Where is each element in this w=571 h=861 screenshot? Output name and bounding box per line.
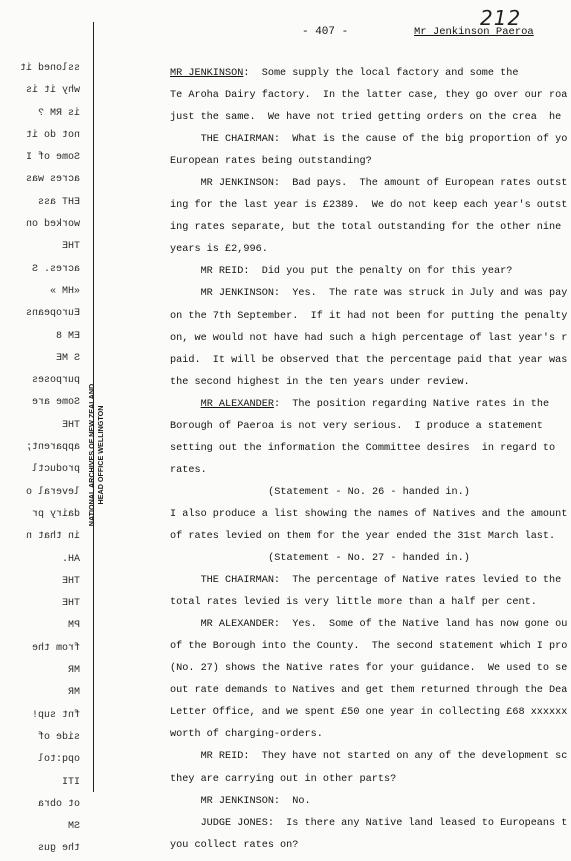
bleed-line: why it is [25, 85, 80, 97]
transcript-line: THE CHAIRMAN: What is the cause of the big proportion of yo [170, 134, 568, 146]
transcript-line: paid. It will be observed that the percentage paid that year was [170, 354, 568, 366]
transcript-line: ing rates separate, but the total outstanding for the other nine [170, 222, 562, 234]
bleed-line: leveral o [25, 486, 80, 498]
bleed-line: fnt sup! [31, 709, 80, 721]
bleed-line: ssloned it [19, 63, 80, 74]
bleed-line: MR [67, 687, 80, 699]
page-number: - 407 - [302, 26, 349, 38]
bleed-line: in that n [25, 531, 80, 543]
transcript-body [170, 63, 568, 857]
transcript-line: European rates being outstanding? [170, 156, 372, 168]
bleed-line: THE [61, 575, 80, 587]
bleed-line: THE [61, 419, 80, 431]
transcript-line: MR JENKINSON: No. [170, 795, 311, 807]
transcript-line: the second highest in the ten years under review. [170, 376, 470, 388]
transcript-line: Te Aroha Dairy factory. In the latter case, they go over our roa [170, 90, 568, 102]
transcript-line: of the Borough into the County. The second statement which I pro [170, 641, 568, 653]
bleed-line: Some are [31, 397, 80, 409]
stamp-line-2: HEAD OFFICE WELLINGTON [96, 405, 105, 505]
transcript-line: ing for the last year is £2389. We do not keep each year's outst [170, 200, 568, 212]
transcript-line: rates. [170, 464, 207, 476]
speaker-name: MR JENKINSON [170, 68, 244, 79]
bleed-line: THE [61, 241, 80, 253]
transcript-line: MR JENKINSON: Bad pays. The amount of European rates outst [170, 178, 568, 190]
bleed-line: opq:tol [37, 754, 80, 766]
bleed-line: apparent; [25, 442, 80, 454]
transcript-line: Borough of Paeroa is not very serious. I produce a statement [170, 420, 543, 432]
bleed-line: ot obra [37, 798, 80, 810]
bleed-line: THE [61, 598, 80, 610]
transcript-line: Letter Office, and we spent £50 one year in collecting £68 xxxxxx [170, 707, 568, 719]
bleed-line: Some of I [25, 152, 80, 164]
transcript-line: JUDGE JONES: Is there any Native land leased to Europeans t [170, 817, 568, 829]
transcript-line: total rates levied is very little more than a half per cent. [170, 597, 537, 609]
transcript-line: of rates levied on them for the year ended the 31st March last. [170, 530, 556, 542]
bleed-line: dairy pr [31, 508, 80, 520]
transcript-line: MR ALEXANDER: The position regarding Native rates in the [200, 398, 550, 410]
transcript-line: MR REID: Did you put the penalty on for this year? [170, 266, 513, 278]
bleed-line: productl [31, 464, 80, 476]
transcript-line: MR REID: They have not started on any of the development sc [170, 751, 568, 763]
transcript-line: (Statement - No. 26 - handed in.) [268, 486, 470, 498]
transcript-line: (Statement - No. 27 - handed in.) [268, 553, 470, 565]
transcript-line: just the same. We have not tried getting orders on the crea he [170, 112, 562, 124]
transcript-line: worth of charging-orders. [170, 729, 323, 741]
folio-number: 212 [480, 6, 522, 30]
transcript-line: years is £2,996. [170, 244, 268, 256]
bleed-line: Europeans [25, 308, 80, 320]
transcript-line: (No. 27) shows the Native rates for your guidance. We used to se [170, 663, 568, 675]
bleed-line: SM [67, 821, 80, 833]
bleed-line: S ME [55, 352, 80, 364]
bleed-line: AH. [61, 553, 80, 565]
bleed-line: is RM ? [37, 107, 80, 119]
facing-page-bleed-through [6, 58, 80, 861]
transcript-line: on the 7th September. If it had not been for putting the penalty [170, 310, 568, 322]
stamp-line-1: NATIONAL ARCHIVES OF NEW ZEALAND [87, 383, 96, 527]
speaker-heading: Mr Jenkinson Paeroa [414, 26, 534, 38]
bleed-line: EM 8 [55, 330, 80, 342]
bleed-line: the gus [37, 843, 80, 855]
bleed-line: EHT ass [37, 196, 80, 208]
transcript-line: they are carrying out in other parts? [170, 773, 397, 785]
bleed-line: worked on [25, 219, 80, 231]
transcript-line: I also produce a list showing the names of Natives and the amount [170, 508, 568, 520]
bleed-line: from the [31, 642, 80, 654]
bleed-line: not do it [25, 129, 80, 141]
transcript-line: setting out the information the Committee desires in regard to [170, 442, 556, 454]
bleed-line: purposes [31, 375, 80, 387]
transcript-line: you collect rates on? [170, 839, 299, 851]
archives-stamp [87, 370, 105, 540]
transcript-line: MR JENKINSON: Yes. The rate was struck in July and was pay [170, 288, 568, 300]
bleed-line: PM [67, 620, 80, 632]
bleed-line: «HM » [49, 285, 80, 297]
bleed-line: ITI [61, 776, 80, 788]
transcript-line: MR JENKINSON: Some supply the local factory and some the [170, 68, 519, 79]
bleed-line: MR [67, 665, 80, 677]
transcript-line: out rate demands to Natives and get them returned through the Dea [170, 685, 568, 697]
bleed-line: acres. S [31, 263, 80, 275]
bleed-line: side of [37, 731, 80, 743]
transcript-line: THE CHAIRMAN: The percentage of Native rates levied to the [170, 575, 562, 587]
bleed-line: acres was [25, 174, 80, 186]
transcript-line: MR ALEXANDER: Yes. Some of the Native land has now gone ou [170, 619, 568, 631]
transcript-line: on, we would not have had such a high percentage of last year's r [170, 332, 568, 344]
speaker-name: MR ALEXANDER [200, 398, 274, 410]
